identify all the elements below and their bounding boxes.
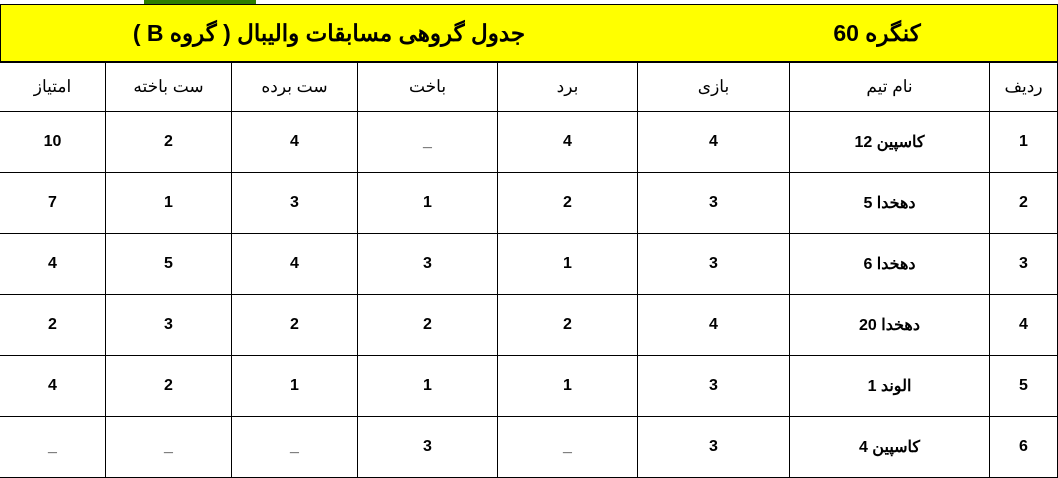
- cell-sets-lost: _: [106, 417, 232, 478]
- cell-rank: 6: [990, 417, 1058, 478]
- cell-sets-won: _: [232, 417, 358, 478]
- cell-loss: 1: [358, 356, 498, 417]
- cell-win: 1: [498, 234, 638, 295]
- cell-points: 4: [0, 356, 106, 417]
- cell-loss: _: [358, 112, 498, 173]
- table-row: [0, 173, 1058, 234]
- table-header-row: [0, 63, 1058, 112]
- cell-win: 2: [498, 295, 638, 356]
- cell-points: 10: [0, 112, 106, 173]
- cell-played: 4: [638, 295, 790, 356]
- table-row: [0, 295, 1058, 356]
- cell-points: 4: [0, 234, 106, 295]
- table-row: [0, 112, 1058, 173]
- cell-sets-lost: 5: [106, 234, 232, 295]
- cell-win: 1: [498, 356, 638, 417]
- title-banner: [0, 4, 1058, 62]
- cell-win: 4: [498, 112, 638, 173]
- cell-loss: 3: [358, 417, 498, 478]
- header-points: امتیاز: [0, 63, 106, 112]
- cell-sets-lost: 3: [106, 295, 232, 356]
- cell-rank: 4: [990, 295, 1058, 356]
- cell-team: دهخدا 5: [790, 173, 990, 234]
- cell-sets-won: 4: [232, 112, 358, 173]
- cell-loss: 2: [358, 295, 498, 356]
- cell-sets-won: 3: [232, 173, 358, 234]
- cell-sets-lost: 2: [106, 356, 232, 417]
- header-sets-won: ست برده: [232, 63, 358, 112]
- cell-sets-lost: 2: [106, 112, 232, 173]
- header-loss: باخت: [358, 63, 498, 112]
- page-title: جدول گروهی مسابقات والیبال ( گروه B ): [132, 19, 526, 46]
- cell-team: دهخدا 20: [790, 295, 990, 356]
- cell-sets-won: 2: [232, 295, 358, 356]
- cell-loss: 1: [358, 173, 498, 234]
- cell-sets-lost: 1: [106, 173, 232, 234]
- organization-title: کنگره 60: [833, 19, 921, 46]
- cell-team: کاسپین 4: [790, 417, 990, 478]
- cell-loss: 3: [358, 234, 498, 295]
- cell-win: _: [498, 417, 638, 478]
- header-sets-lost: ست باخته: [106, 63, 232, 112]
- cell-sets-won: 1: [232, 356, 358, 417]
- cell-played: 3: [638, 417, 790, 478]
- header-rank: ردیف: [990, 63, 1058, 112]
- cell-rank: 3: [990, 234, 1058, 295]
- cell-team: دهخدا 6: [790, 234, 990, 295]
- header-win: برد: [498, 63, 638, 112]
- cell-played: 3: [638, 356, 790, 417]
- cell-rank: 5: [990, 356, 1058, 417]
- standings-table: [0, 62, 1058, 478]
- cell-rank: 1: [990, 112, 1058, 173]
- table-row: [0, 356, 1058, 417]
- cell-rank: 2: [990, 173, 1058, 234]
- cell-played: 3: [638, 173, 790, 234]
- cell-win: 2: [498, 173, 638, 234]
- cell-points: _: [0, 417, 106, 478]
- cell-played: 3: [638, 234, 790, 295]
- cell-sets-won: 4: [232, 234, 358, 295]
- table-row: [0, 234, 1058, 295]
- table-row: [0, 417, 1058, 478]
- cell-team: کاسپین 12: [790, 112, 990, 173]
- cell-team: الوند 1: [790, 356, 990, 417]
- cell-played: 4: [638, 112, 790, 173]
- header-played: بازی: [638, 63, 790, 112]
- cell-points: 2: [0, 295, 106, 356]
- header-team: نام تیم: [790, 63, 990, 112]
- cell-points: 7: [0, 173, 106, 234]
